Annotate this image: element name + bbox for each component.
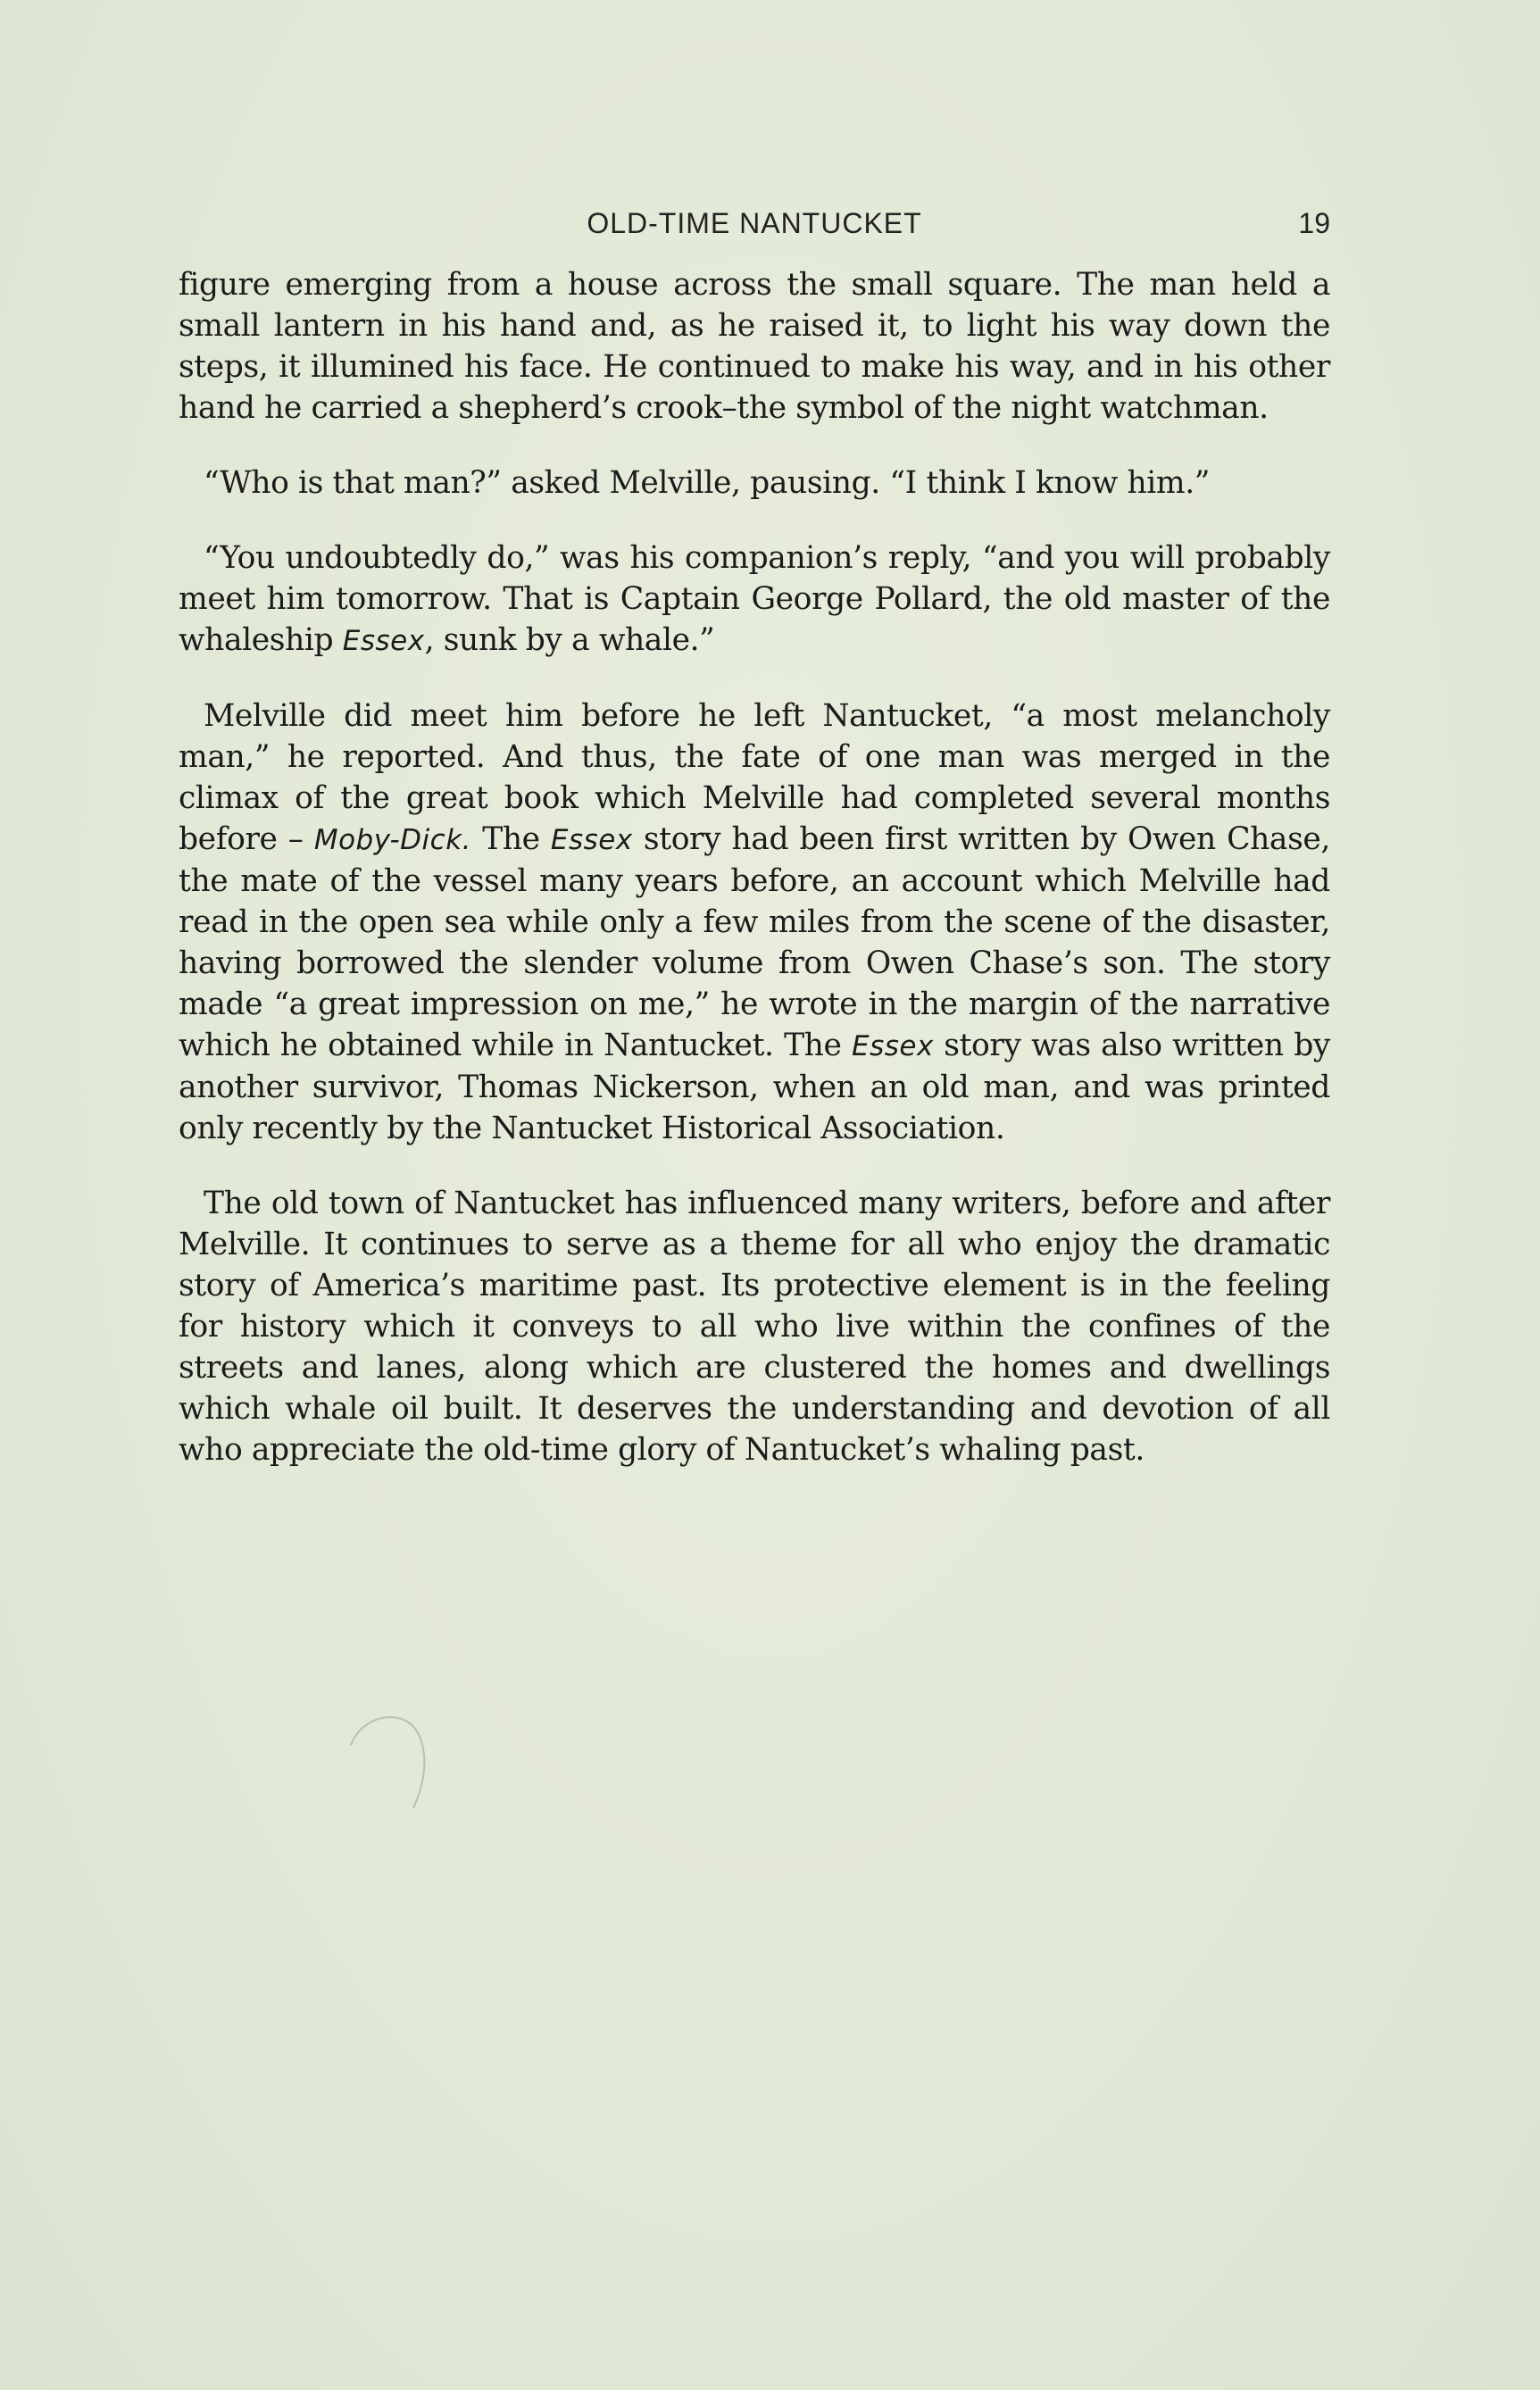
italic-title: Essex <box>550 824 633 856</box>
text-segment: “You undoubtedly do,” was his companion’s reply, “and you will probably meet him tomorrow. That is Captain George Pollard, the old master of the whaleship <box>179 540 1330 658</box>
text-segment: , sunk by a whale.” <box>424 622 715 658</box>
text-segment: The <box>471 821 551 857</box>
text-segment: Melville did meet him before he left Nantucket, “a most melancholy man,” he reported. And thus, the fate of one man was merged in the climax of the great book which Melville had completed several months before – <box>179 698 1330 857</box>
text-segment: figure emerging from a house across the small square. The man held a small lantern in his hand and, as he raised it, to light his way down the steps, it illumined his face. He continued to make his way, and in his other hand he carried a shepherd’s crook–the symbol of the night watchman. <box>179 267 1330 426</box>
paragraph <box>179 695 1330 1149</box>
paragraph <box>179 462 1330 504</box>
page-number: 19 <box>1298 207 1330 239</box>
paper-mark <box>344 1696 442 1821</box>
text-segment: The old town of Nantucket has influenced many writers, before and after Melville. It continues to serve as a theme for all who enjoy the dramatic story of America’s maritime past. Its protective element is in the feeling for history which it conveys to all who live within the confines of the streets and lanes, along which are clustered the homes and dwellings which whale oil built. It deserves the understanding and devotion of all who appreciate the old-time glory of Nantucket’s whaling past. <box>179 1186 1330 1468</box>
paragraph <box>179 537 1330 662</box>
paragraph <box>179 1183 1330 1470</box>
italic-title: Moby-Dick. <box>313 824 471 856</box>
running-head-title: OLD-TIME NANTUCKET <box>587 207 922 239</box>
paragraph <box>179 264 1330 429</box>
body-text <box>179 264 1330 1504</box>
running-head <box>179 207 1330 243</box>
italic-title: Essex <box>342 625 425 657</box>
text-segment: “Who is that man?” asked Melville, pausing. “I think I know him.” <box>204 465 1211 501</box>
text-segment: story had been first written by Owen Chase, the mate of the vessel many years before, an account which Melville had read in the open sea while only a few miles from the scene of the disaster, having borrowed the slender volume from Owen Chase’s son. The story made “a great impression on me,” he wrote in the margin of the narrative which he obtained while in Nantucket. The <box>179 821 1330 1063</box>
text-segment: story was also written by another survivor, Thomas Nickerson, when an old man, and was printed only recently by the Nantucket Historical Association. <box>179 1028 1330 1146</box>
italic-title: Essex <box>852 1030 934 1062</box>
